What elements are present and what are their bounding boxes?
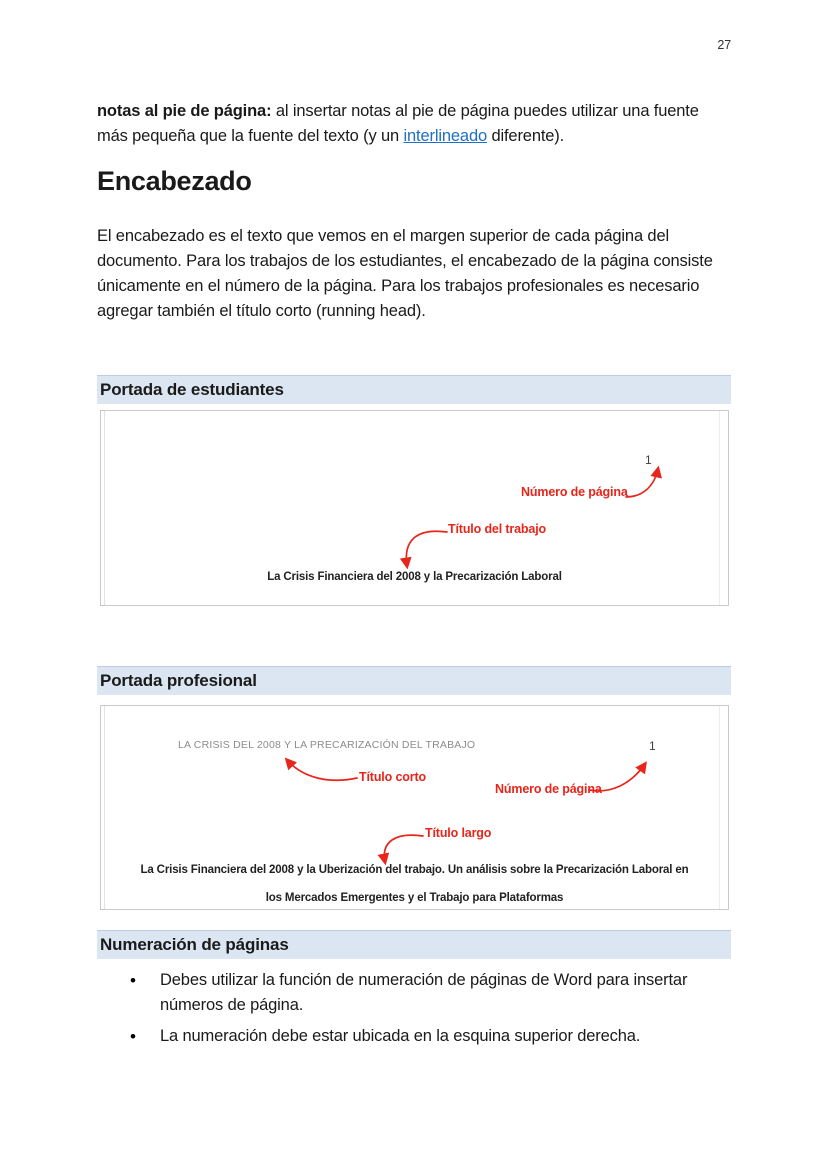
curved-arrow-icon xyxy=(373,830,427,866)
footnotes-text: al insertar notas al pie de página puedes utilizar una fuente más pequeña que la fuente del texto (y un xyxy=(97,102,699,145)
student-document-title: La Crisis Financiera del 2008 y la Precarización Laboral xyxy=(267,571,562,583)
professional-document-title-line1: La Crisis Financiera del 2008 y la Uberización del trabajo. Un análisis sobre la Precarización Laboral en xyxy=(140,864,689,876)
encabezado-paragraph: El encabezado es el texto que vemos en el margen superior de cada página del documento. Para los trabajos de los estudiantes, el encabezado de la página consiste únicamente en el número de la página. Para los trabajos profesionales es necesario agregar también el título corto (running head). xyxy=(97,227,713,320)
interlineado-link[interactable]: interlineado xyxy=(403,127,488,145)
page-number: 27 xyxy=(717,38,731,52)
annotation-page-number-label: Número de página xyxy=(495,782,602,796)
annotation-page-number-label: Número de página xyxy=(521,485,628,499)
annotation-title-label: Título del trabajo xyxy=(448,522,546,536)
list-item xyxy=(130,968,710,1018)
figure-page-number: 1 xyxy=(645,453,652,467)
heading-encabezado: Encabezado xyxy=(97,166,252,196)
curved-arrow-icon xyxy=(397,526,453,574)
figure-page-number: 1 xyxy=(649,739,656,753)
list-item xyxy=(130,1024,710,1049)
figure-student-cover xyxy=(100,410,729,606)
annotation-short-title-label: Título corto xyxy=(359,770,426,784)
footnotes-text-end: diferente). xyxy=(487,127,565,145)
curved-arrow-icon xyxy=(281,752,361,784)
numbering-bullet-list xyxy=(130,968,710,1055)
band-numeracion-paginas: Numeración de páginas xyxy=(97,930,731,959)
running-head-text: LA CRISIS DEL 2008 Y LA PRECARIZACIÓN DEL TRABAJO xyxy=(178,739,476,751)
bullet-text: La numeración debe estar ubicada en la esquina superior derecha. xyxy=(160,1027,641,1045)
professional-document-title-line2: los Mercados Emergentes y el Trabajo para Plataformas xyxy=(265,892,564,904)
figure-professional-cover xyxy=(100,705,729,910)
footnotes-lead-bold: notas al pie de página: xyxy=(97,102,272,120)
annotation-long-title-label: Título largo xyxy=(425,826,492,840)
curved-arrow-icon xyxy=(624,461,664,501)
band-portada-estudiantes: Portada de estudiantes xyxy=(97,375,731,404)
footnotes-paragraph xyxy=(97,99,733,149)
band-portada-profesional: Portada profesional xyxy=(97,666,731,695)
bullet-text: Debes utilizar la función de numeración de páginas de Word para insertar números de página. xyxy=(160,971,688,1014)
curved-arrow-icon xyxy=(587,758,651,794)
